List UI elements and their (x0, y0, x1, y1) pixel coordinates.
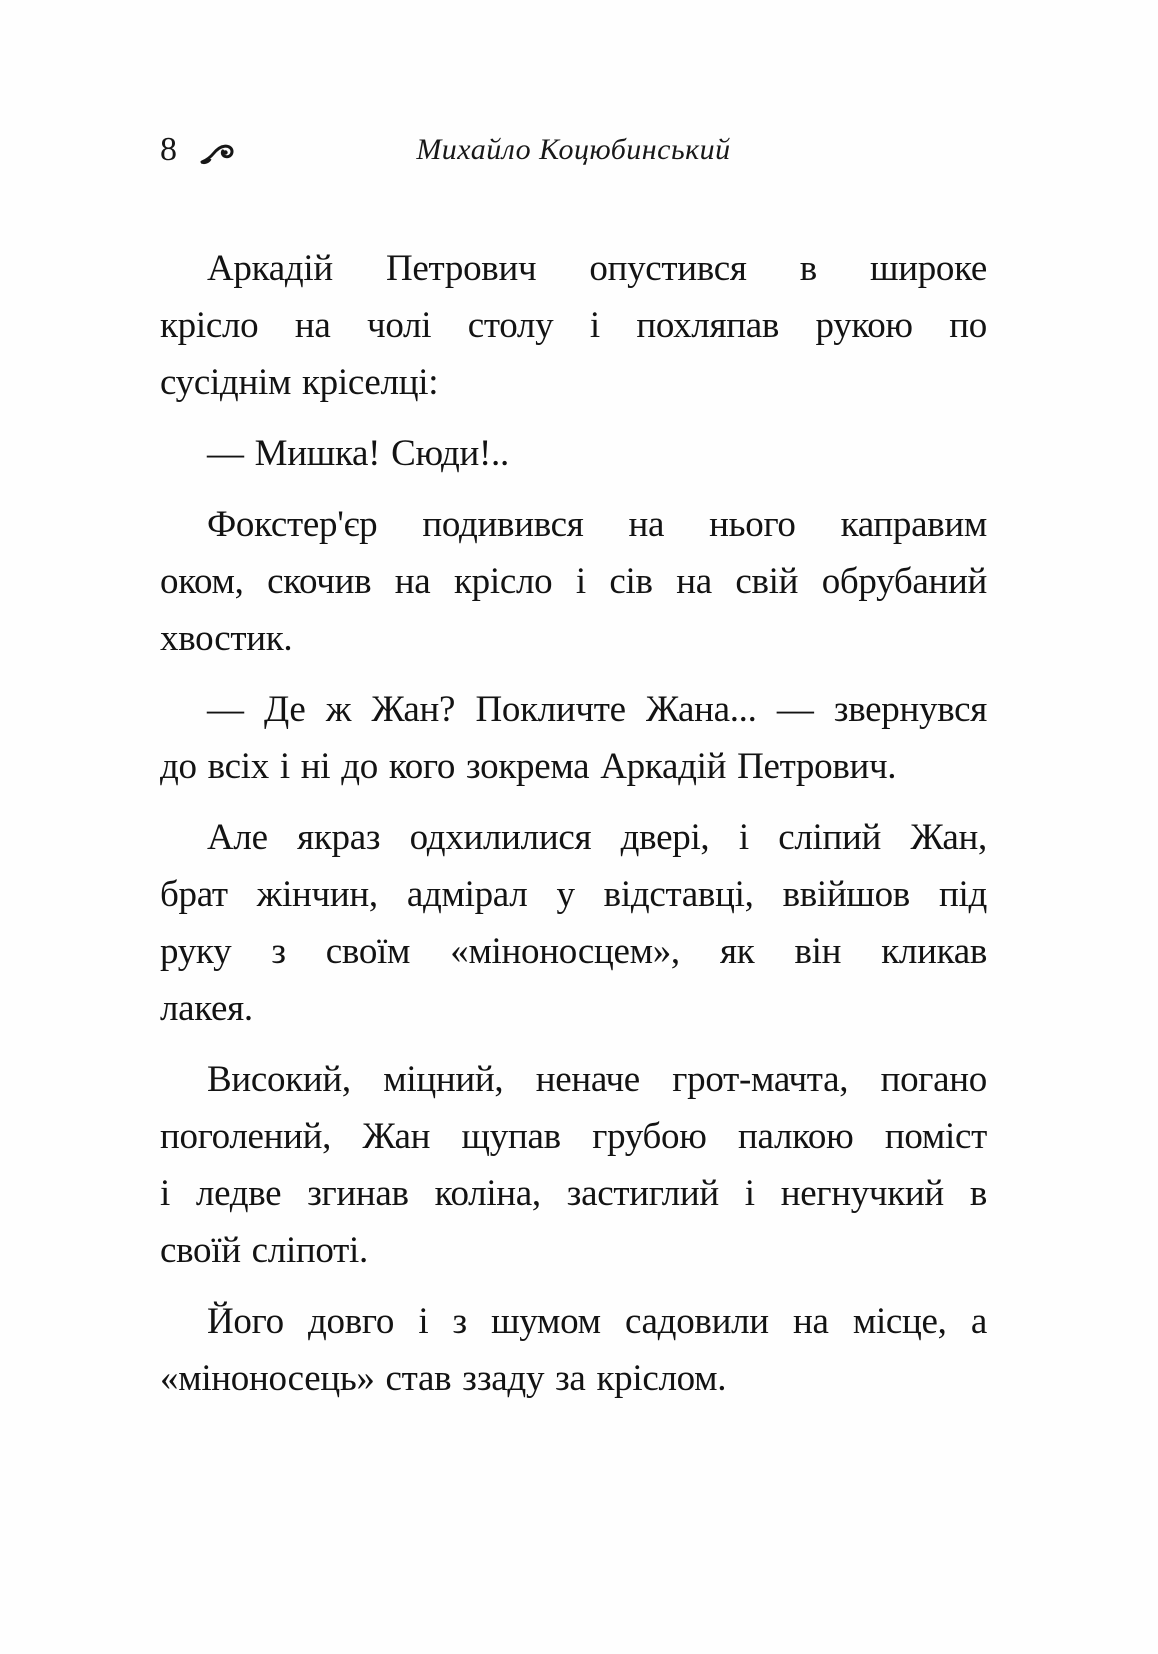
paragraph (160, 1051, 987, 1279)
text-line: — Мишка! Сюди!.. (207, 433, 509, 474)
text-line: — Де ж Жан? Покличте Жана... — звернувся (207, 689, 987, 730)
paragraph (160, 240, 987, 411)
page-number: 8 (160, 131, 178, 168)
text-line: Його довго і з шумом садовили на місце, а (207, 1301, 987, 1342)
text-line: сусіднім кріселці: (160, 362, 439, 403)
paragraph (160, 425, 987, 482)
text-line: оком, скочив на крісло і сів на свій обрубаний (160, 561, 987, 602)
paragraph (160, 496, 987, 667)
text-line: до всіх і ні до кого зокрема Аркадій Петрович. (160, 746, 897, 787)
text-line: хвостик. (160, 618, 293, 659)
text-line: своїй сліпоті. (160, 1230, 368, 1271)
author-name: Михайло Коцюбинський (416, 133, 731, 166)
running-header (160, 128, 987, 174)
text-line: брат жінчин, адмірал у відставці, ввійшов під (160, 874, 987, 915)
text-line: руку з своїм «міноносцем», як він кликав (160, 931, 987, 972)
text-line: «міноносець» став ззаду за кріслом. (160, 1358, 727, 1399)
paragraph (160, 681, 987, 795)
paragraph (160, 809, 987, 1037)
text-line: і ледве згинав коліна, застиглий і негнучкий в (160, 1173, 987, 1214)
body-text (160, 240, 987, 1421)
paragraph (160, 1293, 987, 1407)
text-line: крісло на чолі столу і похляпав рукою по (160, 305, 987, 346)
text-line: лакея. (160, 988, 253, 1029)
text-line: Фокстер'єр подивився на нього каправим (207, 504, 987, 545)
text-line: Але якраз одхилилися двері, і сліпий Жан, (207, 817, 987, 858)
text-line: Аркадій Петрович опустився в широке (207, 248, 987, 289)
text-line: Високий, міцний, неначе грот-мачта, погано (207, 1059, 987, 1100)
text-line: поголений, Жан щупав грубою палкою поміст (160, 1116, 987, 1157)
